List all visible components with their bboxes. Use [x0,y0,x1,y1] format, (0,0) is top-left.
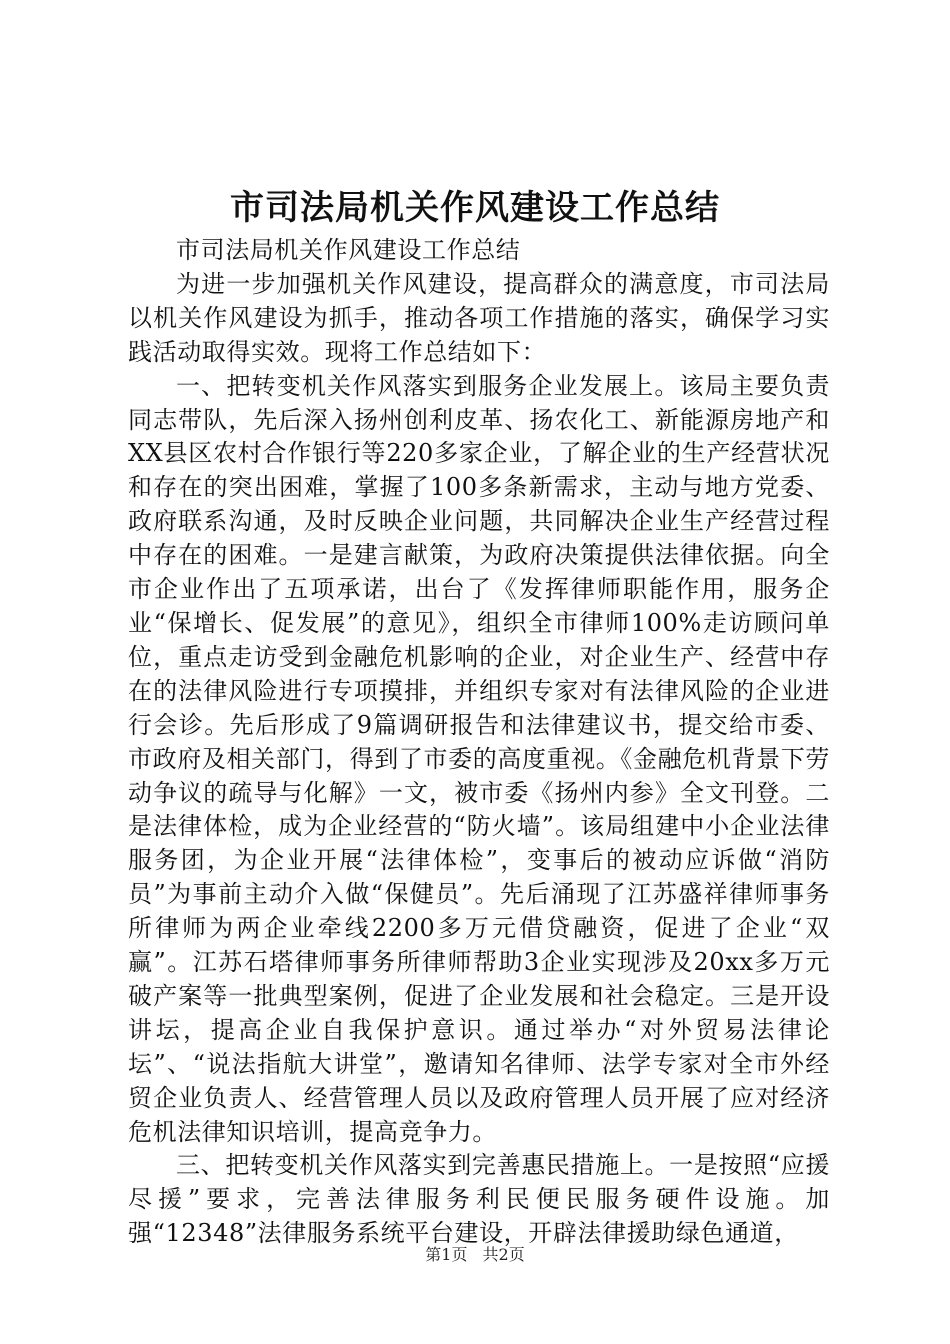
intro-paragraph: 为进一步加强机关作风建设，提高群众的满意度，市司法局以机关作风建设为抓手，推动各项工作措施的落实，确保学习实践活动取得实效。现将工作总结如下： [128,269,830,366]
document-subtitle: 市司法局机关作风建设工作总结 [176,236,521,264]
document-title: 市司法局机关作风建设工作总结 [230,188,720,228]
page-footer [0,1244,950,1266]
page-total: 共2页 [482,1245,525,1264]
document-body [128,234,830,1251]
section-one-paragraph: 一、把转变机关作风落实到服务企业发展上。该局主要负责同志带队，先后深入扬州创利皮革、扬农化工、新能源房地产和XX县区农村合作银行等220多家企业，了解企业的生产经营状况和存在的突出困难，掌握了100多条新需求，主动与地方党委、政府联系沟通，及时反映企业问题，共同解决企业生产经营过程中存在的困难。一是建言献策，为政府决策提供法律依据。向全市企业作出了五项承诺，出台了《发挥律师职能作用，服务企业“保增长、促发展”的意见》，组织全市律师100%走访顾问单位，重点走访受到金融危机影响的企业，对企业生产、经营中存在的法律风险进行专项摸排，并组织专家对有法律风险的企业进行会诊。先后形成了9篇调研报告和法律建议书，提交给市委、市政府及相关部门，得到了市委的高度重视。《金融危机背景下劳动争议的疏导与化解》一文，被市委《扬州内参》全文刊登。二是法律体检，成为企业经营的“防火墙”。该局组建中小企业法律服务团，为企业开展“法律体检”，变事后的被动应诉做“消防员”为事前主动介入做“保健员”。先后涌现了江苏盛祥律师事务所律师为两企业牵线2200多万元借贷融资，促进了企业“双赢”。江苏石塔律师事务所律师帮助3企业实现涉及20xx多万元破产案等一批典型案例，促进了企业发展和社会稳定。三是开设讲坛，提高企业自我保护意识。通过举办“对外贸易法律论坛”、“说法指航大讲堂”，邀请知名律师、法学专家对全市外经贸企业负责人、经营管理人员以及政府管理人员开展了应对经济危机法律知识培训，提高竞争力。 [128,371,830,1146]
page-number: 第1页 [425,1245,468,1264]
section-three-paragraph: 三、把转变机关作风落实到完善惠民措施上。一是按照“应援尽援”要求，完善法律服务利民便民服务硬件设施。加强“12348”法律服务系统平台建设，开辟法律援助绿色通道， [128,1151,830,1248]
